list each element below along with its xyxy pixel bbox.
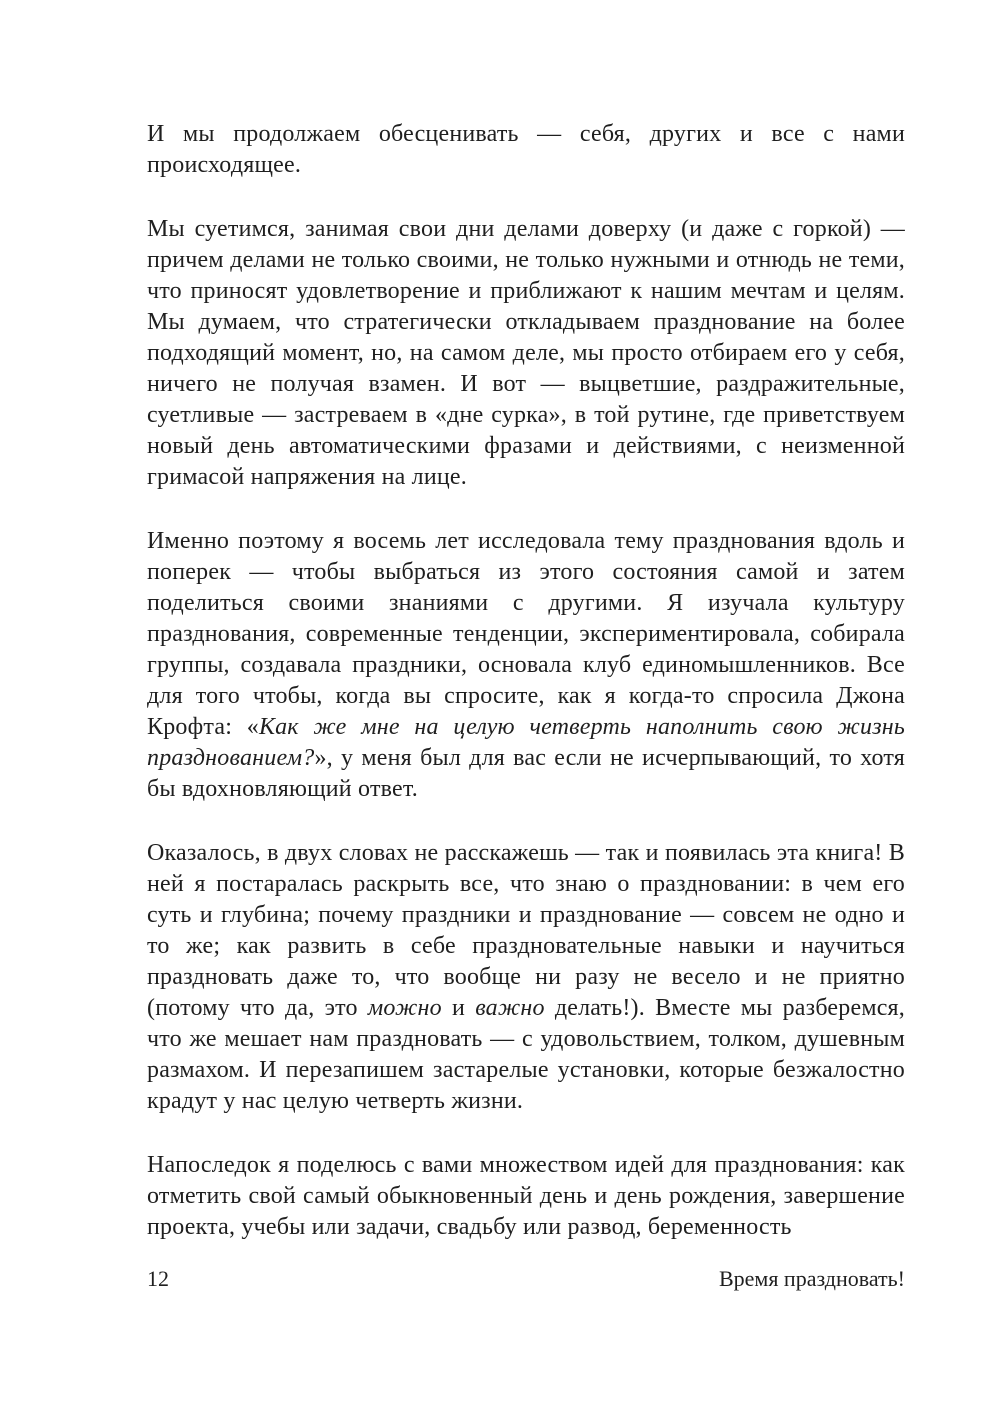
paragraph-2: Мы суетимся, занимая свои дни делами доверху (и даже с горкой) — причем делами не только своими, не только нужными и отнюдь не теми, что приносят удовлетворение и приближают к нашим мечтам и целям. Мы думаем, что стратегически откладываем празднование на более подходящий момент, но, на самом деле, мы просто отбираем его у себя, ничего не получая взамен. И вот — выцветшие, раздражительные, суетливые — застреваем в «дне сурка», в той рутине, где приветствуем новый день автоматическими фразами и действиями, с неизменной гримасой напряжения на лице. [147, 216, 905, 490]
paragraph-4-emphasis-important: важно [475, 995, 545, 1021]
paragraph-3 [147, 526, 905, 805]
paragraph-4-text-end: делать!). Вместе мы разберемся, что же мешает нам праздновать — с удовольствием, толком, душевным размахом. И перезапишем застарелые установки, которые безжалостно крадут у нас целую четверть жизни. [147, 995, 906, 1114]
paragraph-4-text-mid: и [441, 995, 476, 1021]
page-body [147, 119, 905, 1243]
paragraph-3-text-end: », у меня был для вас если не исчерпывающий, то хотя бы вдохновляющий ответ. [147, 745, 905, 802]
paragraph-4-emphasis-possible: можно [367, 995, 442, 1021]
paragraph-1: И мы продолжаем обесценивать — себя, других и все с нами происходящее. [147, 121, 905, 178]
page-footer [147, 1264, 905, 1294]
running-title: Время праздновать! [718, 1266, 905, 1291]
page-number: 12 [147, 1266, 169, 1291]
paragraph-3-quote: Как же мне на целую четверть наполнить свою жизнь празднованием? [147, 714, 905, 771]
paragraph-5: Напоследок я поделюсь с вами множеством идей для празднования: как отметить свой самый обыкновенный день и день рождения, завершение проекта, учебы или задачи, свадьбу или развод, беременность [147, 1152, 905, 1240]
paragraph-3-text-start: Именно поэтому я восемь лет исследовала тему празднования вдоль и поперек — чтобы выбраться из этого состояния самой и затем поделиться своими знаниями с другими. Я изучала культуру празднования, современные тенденции, экспериментировала, собирала группы, создавала праздники, основала клуб единомышленников. Все для того чтобы, когда вы спросите, как я когда-то спросила Джона Крофта: « [147, 528, 905, 740]
paragraph-4-text-start: Оказалось, в двух словах не расскажешь — так и появилась эта книга! В ней я постаралась раскрыть все, что знаю о праздновании: в чем его суть и глубина; почему праздники и празднование — совсем не одно и то же; как развить в себе праздновательные навыки и научиться праздновать даже то, что вообще ни разу не весело и не приятно (потому что да, это [147, 840, 905, 1021]
paragraph-4 [147, 838, 905, 1117]
